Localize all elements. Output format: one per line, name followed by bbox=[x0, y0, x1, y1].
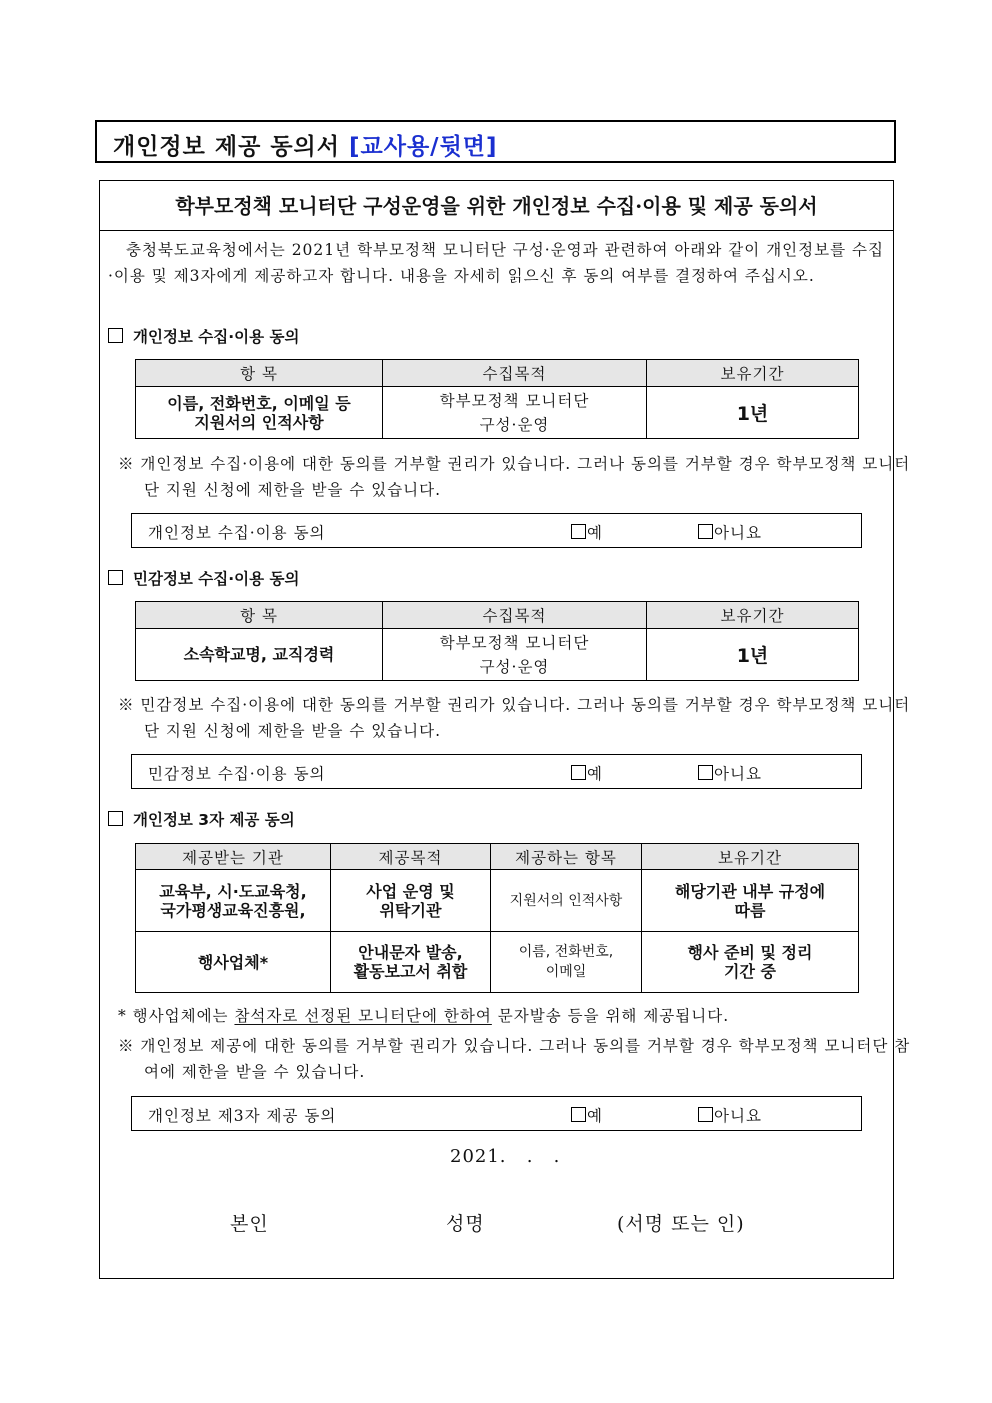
col-header: 보유기간 bbox=[647, 360, 859, 387]
col-header: 제공받는 기관 bbox=[136, 844, 331, 870]
cell-line: 지원서의 인적사항 bbox=[194, 412, 324, 432]
section3-footnote bbox=[118, 1004, 729, 1026]
cell-line: 구성·운영 bbox=[479, 415, 550, 434]
option-label: 예 bbox=[587, 765, 603, 783]
period-cell bbox=[642, 870, 859, 932]
option-label: 아니요 bbox=[714, 1107, 762, 1125]
heading-square-icon bbox=[108, 811, 123, 826]
footnote-text: 문자발송 등을 위해 제공됩니다. bbox=[491, 1007, 730, 1025]
cell-line: 이메일 bbox=[545, 964, 587, 980]
purpose-cell bbox=[383, 629, 647, 681]
date-field[interactable]: 2021. . . bbox=[450, 1146, 561, 1167]
period-cell: 1년 bbox=[647, 387, 859, 439]
signature-field[interactable]: (서명 또는 인) bbox=[617, 1213, 745, 1235]
cell-line: 활동보고서 취합 bbox=[353, 962, 468, 981]
table-row bbox=[136, 870, 859, 932]
section2-note: ※ 민감정보 수집·이용에 대한 동의를 거부할 권리가 있습니다. 그러나 동의를 거부할 경우 학부모정책 모니터단 지원 신청에 제한을 받을 수 있습니다. bbox=[118, 696, 911, 740]
item-cell: 소속학교명, 교직경력 bbox=[136, 629, 383, 681]
section3-table bbox=[135, 843, 859, 993]
table-row bbox=[136, 387, 859, 439]
checkbox-icon[interactable] bbox=[698, 524, 713, 539]
col-header: 항 목 bbox=[136, 360, 383, 387]
purpose-cell bbox=[383, 387, 647, 439]
cell-line: 안내문자 발송, bbox=[358, 943, 463, 962]
cell-line: 행사 준비 및 정리 bbox=[687, 943, 813, 962]
heading-square-icon bbox=[108, 328, 123, 343]
section3-heading-text: 개인정보 3자 제공 동의 bbox=[133, 811, 295, 829]
cell-line: 교육부, 시·도교육청, bbox=[159, 881, 307, 901]
checkbox-icon[interactable] bbox=[571, 765, 586, 780]
section3-heading bbox=[108, 808, 295, 830]
table-row bbox=[136, 629, 859, 681]
intro-paragraph bbox=[108, 238, 884, 289]
cell-line: 해당기관 내부 규정에 bbox=[674, 881, 826, 901]
consent-no-option[interactable] bbox=[698, 521, 762, 543]
cell-line: 국가평생교육진흥원, bbox=[160, 900, 306, 920]
section2-heading bbox=[108, 567, 299, 589]
signer-name-label[interactable]: 성명 bbox=[446, 1213, 485, 1235]
checkbox-icon[interactable] bbox=[698, 1107, 713, 1122]
cell-line: 위탁기관 bbox=[379, 900, 442, 920]
org-cell bbox=[136, 870, 331, 932]
consent-yes-option[interactable] bbox=[571, 1104, 603, 1126]
title-accent: [교사용/뒷면] bbox=[349, 134, 498, 160]
consent-label: 개인정보 수집·이용 동의 bbox=[148, 524, 326, 542]
checkbox-icon[interactable] bbox=[571, 1107, 586, 1122]
consent-yes-option[interactable] bbox=[571, 521, 603, 543]
cell-line: 구성·운영 bbox=[479, 657, 550, 676]
section2-heading-text: 민감정보 수집·이용 동의 bbox=[133, 570, 300, 588]
section2-table bbox=[135, 601, 859, 681]
option-label: 예 bbox=[587, 1107, 603, 1125]
period-cell bbox=[642, 932, 859, 993]
col-header: 수집목적 bbox=[383, 602, 647, 629]
col-header: 보유기간 bbox=[647, 602, 859, 629]
section3-note: ※ 개인정보 제공에 대한 동의를 거부할 권리가 있습니다. 그러나 동의를 거부할 경우 학부모정책 모니터단 참여에 제한을 받을 수 있습니다. bbox=[118, 1037, 911, 1081]
cell-line: 학부모정책 모니터단 bbox=[439, 391, 590, 410]
section1-heading-text: 개인정보 수집·이용 동의 bbox=[133, 328, 300, 346]
col-header: 보유기간 bbox=[642, 844, 859, 870]
consent-yes-option[interactable] bbox=[571, 762, 603, 784]
section3-consent-box bbox=[131, 1096, 862, 1131]
col-header: 제공하는 항목 bbox=[491, 844, 642, 870]
consent-label: 개인정보 제3자 제공 동의 bbox=[148, 1107, 337, 1125]
cell-line: 기간 중 bbox=[724, 962, 776, 981]
signer-self-label: 본인 bbox=[230, 1213, 269, 1235]
cell-line: 학부모정책 모니터단 bbox=[439, 633, 590, 652]
heading-square-icon bbox=[108, 570, 123, 585]
org-cell: 행사업체* bbox=[136, 932, 331, 993]
cell-line: 따름 bbox=[734, 900, 766, 920]
section1-consent-box bbox=[131, 513, 862, 548]
option-label: 예 bbox=[587, 524, 603, 542]
option-label: 아니요 bbox=[714, 524, 762, 542]
items-cell bbox=[491, 932, 642, 993]
section1-table bbox=[135, 359, 859, 439]
consent-label: 민감정보 수집·이용 동의 bbox=[148, 765, 326, 783]
cell-line: 이름, 전화번호, 이메일 등 bbox=[167, 393, 351, 413]
consent-no-option[interactable] bbox=[698, 1104, 762, 1126]
section2-consent-box bbox=[131, 754, 862, 789]
col-header: 제공목적 bbox=[331, 844, 491, 870]
form-subtitle: 학부모정책 모니터단 구성운영을 위한 개인정보 수집·이용 및 제공 동의서 bbox=[100, 181, 893, 231]
items-cell: 지원서의 인적사항 bbox=[491, 870, 642, 932]
footnote-text: * 행사업체에는 bbox=[118, 1007, 235, 1025]
consent-no-option[interactable] bbox=[698, 762, 762, 784]
purpose-cell bbox=[331, 932, 491, 993]
section1-heading bbox=[108, 325, 299, 347]
table-row bbox=[136, 932, 859, 993]
cell-line: 이름, 전화번호, bbox=[518, 944, 614, 960]
document-title-box bbox=[95, 120, 896, 163]
period-cell: 1년 bbox=[647, 629, 859, 681]
option-label: 아니요 bbox=[714, 765, 762, 783]
document-title bbox=[113, 128, 498, 161]
item-cell bbox=[136, 387, 383, 439]
purpose-cell bbox=[331, 870, 491, 932]
intro-text: 충청북도교육청에서는 2021년 학부모정책 모니터단 구성·운영과 관련하여 아래와 같이 개인정보를 수집·이용 및 제3자에게 제공하고자 합니다. 내용을 자세히 읽으신 후 동의 여부를 결정하여 주십시오. bbox=[108, 241, 884, 285]
checkbox-icon[interactable] bbox=[698, 765, 713, 780]
col-header: 수집목적 bbox=[383, 360, 647, 387]
cell-line: 사업 운영 및 bbox=[366, 881, 455, 901]
section1-note: ※ 개인정보 수집·이용에 대한 동의를 거부할 권리가 있습니다. 그러나 동의를 거부할 경우 학부모정책 모니터단 지원 신청에 제한을 받을 수 있습니다. bbox=[118, 455, 911, 499]
col-header: 항 목 bbox=[136, 602, 383, 629]
footnote-underlined: 참석자로 선정된 모니터단에 한하여 bbox=[234, 1007, 492, 1025]
title-main: 개인정보 제공 동의서 bbox=[113, 134, 340, 160]
checkbox-icon[interactable] bbox=[571, 524, 586, 539]
